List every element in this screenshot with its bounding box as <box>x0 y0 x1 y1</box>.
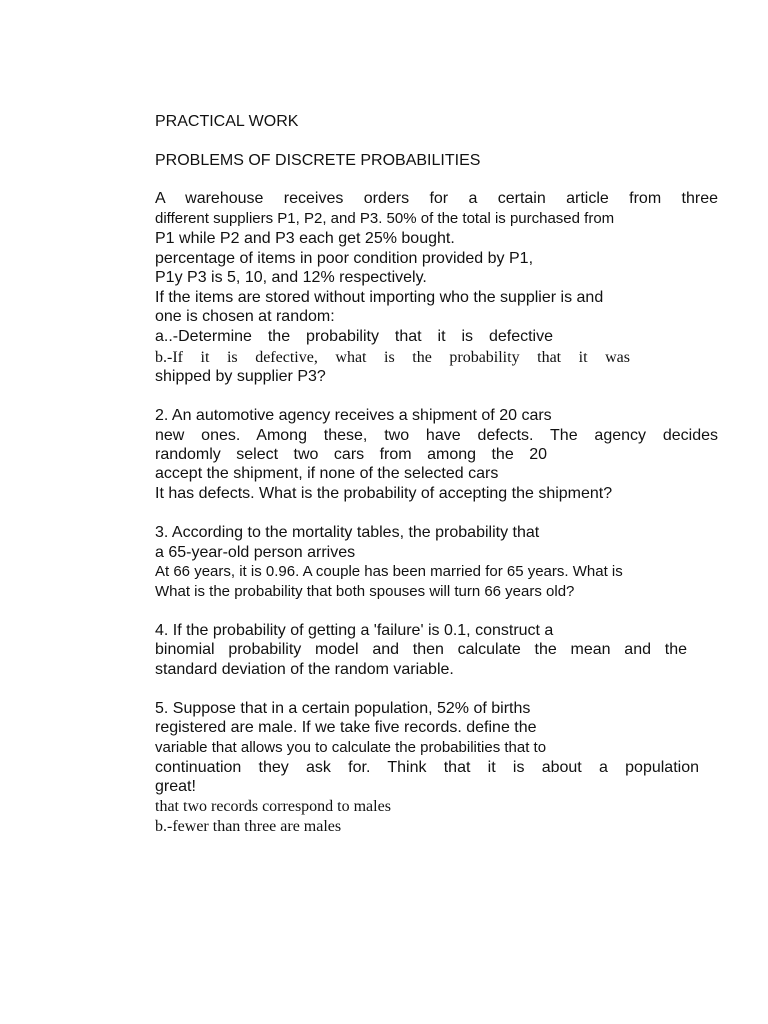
problem4-line-3: standard deviation of the random variable. <box>155 661 454 678</box>
problem5-line-1: 5. Suppose that in a certain population, 52% of births <box>155 700 531 717</box>
problem1-line-5: P1y P3 is 5, 10, and 12% respectively. <box>155 269 427 286</box>
problem1-line-8: a..-Determine the probability that it is defective <box>155 328 553 345</box>
problem2-line-4: accept the shipment, if none of the selected cars <box>155 465 499 482</box>
problem1-line-3: P1 while P2 and P3 each get 25% bought. <box>155 230 455 247</box>
problem1-line-4: percentage of items in poor condition provided by P1, <box>155 250 534 267</box>
problem2-line-2: new ones. Among these, two have defects. The agency decides <box>155 427 718 444</box>
problem5-line-4: continuation they ask for. Think that it is about a population <box>155 759 699 776</box>
document-subtitle: PROBLEMS OF DISCRETE PROBABILITIES <box>155 152 481 169</box>
problem5-line-6: that two records correspond to males <box>155 798 391 815</box>
problem4-line-2: binomial probability model and then calculate the mean and the <box>155 641 687 658</box>
document-title: PRACTICAL WORK <box>155 113 299 130</box>
problem1-line-10: shipped by supplier P3? <box>155 368 326 385</box>
problem3-line-3: At 66 years, it is 0.96. A couple has been married for 65 years. What is <box>155 563 623 580</box>
problem2-line-5: It has defects. What is the probability of accepting the shipment? <box>155 485 613 502</box>
problem5-line-3: variable that allows you to calculate the probabilities that to <box>155 739 547 756</box>
problem1-line-9: b.-If it is defective, what is the probability that it was <box>155 349 630 366</box>
problem5-line-2: registered are male. If we take five records. define the <box>155 719 537 736</box>
problem5-line-5: great! <box>155 778 196 795</box>
problem2-line-1: 2. An automotive agency receives a shipment of 20 cars <box>155 407 552 424</box>
problem1-line-6: If the items are stored without importing who the supplier is and <box>155 289 604 306</box>
problem4-line-1: 4. If the probability of getting a 'failure' is 0.1, construct a <box>155 622 554 639</box>
problem1-line-1: A warehouse receives orders for a certain article from three <box>155 190 718 207</box>
problem3-line-4: What is the probability that both spouses will turn 66 years old? <box>155 583 575 600</box>
problem1-line-7: one is chosen at random: <box>155 308 335 325</box>
problem1-line-2: different suppliers P1, P2, and P3. 50% of the total is purchased from <box>155 210 615 227</box>
problem3-line-2: a 65-year-old person arrives <box>155 544 356 561</box>
problem3-line-1: 3. According to the mortality tables, the probability that <box>155 524 540 541</box>
problem2-line-3: randomly select two cars from among the 20 <box>155 446 547 463</box>
problem5-line-7: b.-fewer than three are males <box>155 818 342 835</box>
